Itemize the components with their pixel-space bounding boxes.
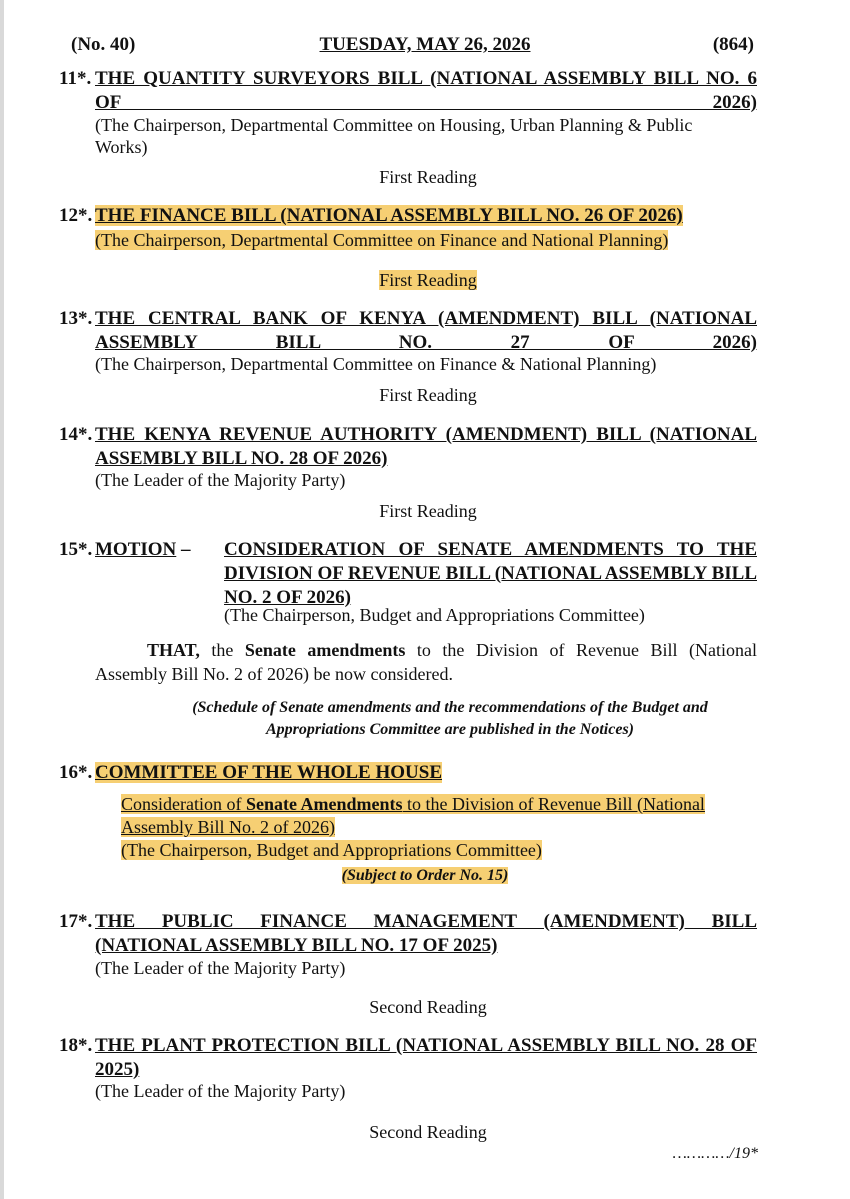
item-title-12: THE FINANCE BILL (NATIONAL ASSEMBLY BILL NO. 26 OF 2026) — [95, 205, 683, 226]
item-sponsor-17: (The Leader of the Majority Party) — [95, 958, 346, 978]
item-number-13: 13*. — [59, 308, 93, 329]
cow-line1: Consideration of Senate Amendments to the Division of Revenue Bill (National — [121, 794, 705, 814]
paper-date: TUESDAY, MAY 26, 2026 — [319, 34, 531, 55]
item-title-14: THE KENYA REVENUE AUTHORITY (AMENDMENT) BILL (NATIONAL ASSEMBLY BILL NO. 28 OF 2026) — [95, 424, 757, 469]
motion-note-line1: (Schedule of Senate amendments and the recommendations of the Budget and — [192, 699, 708, 716]
item-sponsor-12: (The Chairperson, Departmental Committee on Finance and National Planning) — [95, 230, 669, 250]
item-title-11: THE QUANTITY SURVEYORS BILL (NATIONAL ASSEMBLY BILL NO. 6 OF 2026) — [95, 68, 757, 113]
item-number-14: 14*. — [59, 424, 93, 445]
item-number-18: 18*. — [59, 1035, 93, 1056]
motion-note-line2: Appropriations Committee are published in the Notices) — [265, 721, 635, 738]
item-reading-17: Second Reading — [369, 997, 487, 1017]
item-sponsor-15: (The Chairperson, Budget and Appropriations Committee) — [224, 605, 645, 625]
page-number: (864) — [712, 34, 754, 55]
item-title-13: THE CENTRAL BANK OF KENYA (AMENDMENT) BILL (NATIONAL ASSEMBLY BILL NO. 27 OF 2026) — [95, 308, 757, 353]
item-sponsor-11-line1: (The Chairperson, Departmental Committee on Housing, Urban Planning & Public — [95, 115, 693, 135]
cow-line2: Assembly Bill No. 2 of 2026) — [121, 817, 335, 837]
item-sponsor-13: (The Chairperson, Departmental Committee on Finance & National Planning) — [95, 354, 657, 374]
item-reading-13: First Reading — [379, 385, 477, 405]
item-reading-18: Second Reading — [369, 1122, 487, 1142]
item-number-15: 15*. — [59, 539, 93, 560]
item-sponsor-16: (The Chairperson, Budget and Appropriations Committee) — [121, 840, 542, 860]
continuation-marker: …………/19* — [672, 1145, 758, 1162]
item-title-17: THE PUBLIC FINANCE MANAGEMENT (AMENDMENT) BILL (NATIONAL ASSEMBLY BILL NO. 17 OF 2025) — [95, 911, 757, 956]
motion-label: MOTION – — [95, 539, 191, 560]
item-reading-11: First Reading — [379, 167, 477, 187]
item-number-16: 16*. — [59, 762, 93, 783]
item-number-11: 11*. — [59, 68, 92, 89]
item-reading-12: First Reading — [379, 270, 477, 290]
item-sponsor-14: (The Leader of the Majority Party) — [95, 470, 346, 490]
item-number-12: 12*. — [59, 205, 93, 226]
item-title-15: CONSIDERATION OF SENATE AMENDMENTS TO THE DIVISION OF REVENUE BILL (NATIONAL ASSEMBLY BILL NO. 2 OF 2026) — [224, 539, 757, 608]
item-sponsor-11-line2: Works) — [95, 137, 148, 157]
cow-subject: (Subject to Order No. 15) — [341, 867, 509, 884]
item-number-17: 17*. — [59, 911, 93, 932]
item-sponsor-18: (The Leader of the Majority Party) — [95, 1081, 346, 1101]
item-title-16: COMMITTEE OF THE WHOLE HOUSE — [95, 762, 442, 783]
motion-body: THAT, the Senate amendments to the Division of Revenue Bill (National Assembly Bill No. 2 of 2026) be now considered. — [95, 640, 757, 684]
paper-number: (No. 40) — [71, 34, 136, 55]
item-title-18: THE PLANT PROTECTION BILL (NATIONAL ASSEMBLY BILL NO. 28 OF 2025) — [95, 1035, 757, 1080]
item-reading-14: First Reading — [379, 501, 477, 521]
